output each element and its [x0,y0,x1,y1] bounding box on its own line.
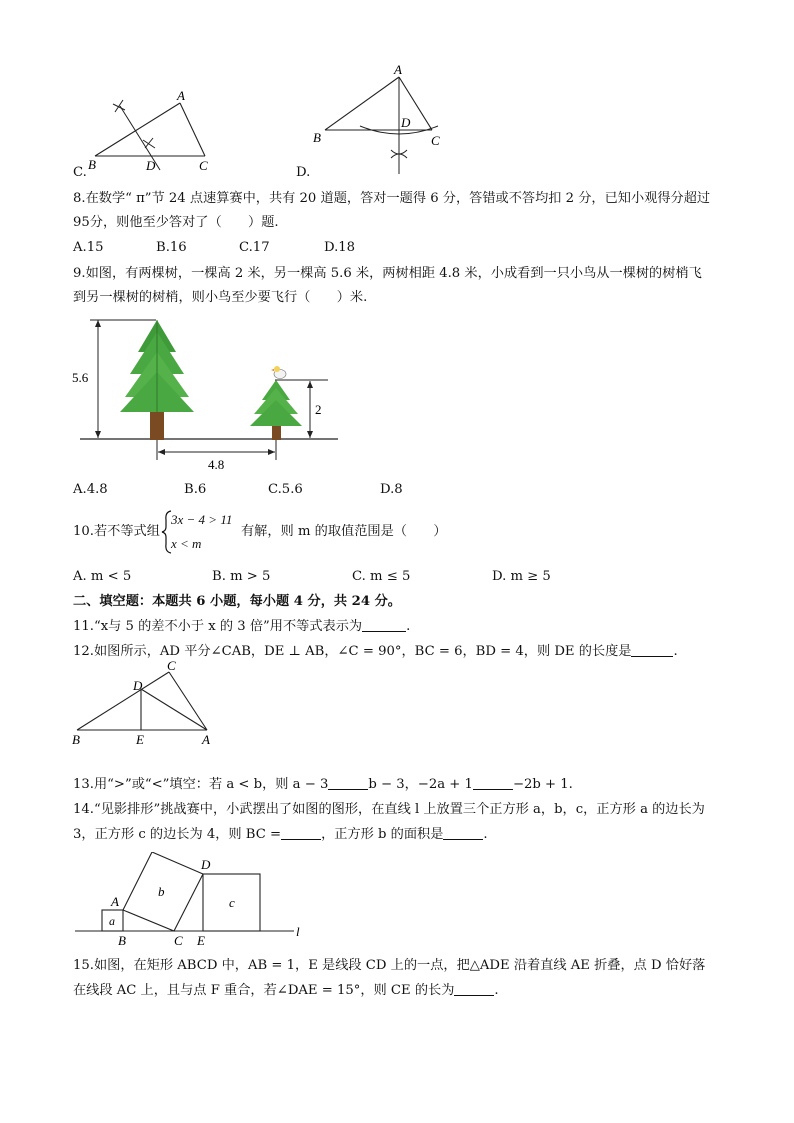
q13-part2: b − 3，−2a + 1 [368,777,473,792]
q14-blank-area[interactable] [443,827,483,840]
q15-answer-blank[interactable] [454,983,494,996]
q10-option-a: A. m < 5 [73,569,132,584]
q10-inequality-2: x < m [171,536,202,551]
q13-blank-2[interactable] [473,777,513,790]
label-b: B [88,157,96,172]
label-c: C [174,933,183,948]
q8-line2: 95分，则他至少答对了（ ）题. [73,215,279,230]
q15-stem: 在线段 AC 上，且与点 F 重合，若∠DAE = 15°，则 CE 的长为 [73,983,455,998]
q10-inequality-1: 3x − 4 > 11 [171,512,233,527]
arrow-up-short [307,381,313,388]
label-b: B [72,732,80,747]
segment-ba [325,77,399,130]
q14-line2: 3，正方形 c 的边长为 4，则 BC = ，正方形 b 的面积是 . [73,827,488,842]
distance-label: 4.8 [208,457,225,472]
q13-part3: −2b + 1. [512,777,573,792]
label-d: D [146,158,156,173]
arrow-down-short [307,431,313,438]
q9-option-d: D.8 [380,482,403,497]
arrow-up [95,320,101,327]
q12-stem: 12.如图所示，AD 平分∠CAB，DE ⊥ AB，∠C = 90°，BC = 6，BD = 4，则 DE 的长度是 [73,644,632,659]
q14-line1: 14.“见影排形”挑战赛中，小武摆出了如图的图形，在直线 l 上放置三个正方形 a，b，c，正方形 a 的边长为 [73,802,705,817]
segment-ad [141,689,207,730]
label-a: A [177,88,185,103]
q10-prefix: 10.若不等式组 [73,524,160,539]
label-d: D [201,857,211,872]
figure-q7-d [305,62,450,177]
q10-option-d: D. m ≥ 5 [492,569,551,584]
label-l: l [296,924,300,939]
q13-text [73,776,573,794]
arrow-down [95,431,101,438]
figure-q12-triangle [70,660,220,750]
label-d: D [133,678,143,693]
tall-height-label: 5.6 [72,370,89,385]
arrow-right [268,449,275,455]
q12-text: 12.如图所示，AD 平分∠CAB，DE ⊥ AB，∠C = 90°，BC = 6，BD = 4，则 DE 的长度是 . [73,644,678,659]
q8-option-c: C.17 [239,240,270,255]
q11-stem: 11.“x与 5 的差不小于 x 的 3 倍”用不等式表示为 [73,619,363,634]
figure-q14-squares [72,852,307,952]
figure-q7-c [85,88,220,173]
short-height-label: 2 [315,402,322,417]
label-c: C [431,133,440,148]
q12-answer-blank[interactable] [631,644,673,657]
segment-ac [180,103,205,156]
arrow-left [158,449,165,455]
q8-line1: 8.在数学“ π”节 24 点速算赛中，共有 20 道题，答对一题得 6 分，答错或不答均扣 2 分，已知小观得分超过 [73,191,711,206]
section-heading: 二、填空题：本题共 6 小题，每小题 4 分，共 24 分。 [73,594,401,609]
short-tree [250,380,302,440]
bird-icon [271,366,286,379]
q10-option-b: B. m > 5 [212,569,271,584]
q9-option-b: B.6 [184,482,207,497]
q13-part1: 13.用“>”或“<”填空：若 a < b，则 a − 3 [73,777,329,792]
segment-ca [169,672,207,730]
q10-suffix: 有解，则 m 的取值范围是（ ） [241,524,447,539]
label-d: D [401,115,411,130]
label-a: A [111,894,119,909]
option-d-label: D. [296,165,311,180]
q15-line1: 15.如图，在矩形 ABCD 中，AB = 1，E 是线段 CD 上的一点，把△ADE 沿着直线 AE 折叠，点 D 恰好落 [73,958,706,973]
label-b: B [313,130,321,145]
label-e: E [197,933,205,948]
q9-option-c: C.5.6 [268,482,303,497]
q10-option-c: C. m ≤ 5 [352,569,411,584]
option-c-label: C. [73,165,87,180]
label-a: A [394,62,402,77]
q8-option-a: A.15 [73,240,104,255]
label-b: B [118,933,126,948]
q9-line2: 到另一棵树的树梢，则小鸟至少要飞行（ ）米. [73,290,368,305]
label-square-c: c [229,895,235,910]
q13-blank-1[interactable] [328,777,368,790]
q14-blank-bc[interactable] [281,827,321,840]
segment-ba [95,103,180,156]
q8-option-b: B.16 [156,240,187,255]
label-c: C [199,158,208,173]
label-e: E [136,732,144,747]
q8-option-d: D.18 [324,240,356,255]
label-c: C [167,660,176,673]
q9-line1: 9.如图，有两棵树，一棵高 2 米，另一棵高 5.6 米，两树相距 4.8 米，小成看到一只小鸟从一棵树的树梢飞 [73,266,702,281]
q15-line2: 在线段 AC 上，且与点 F 重合，若∠DAE = 15°，则 CE 的长为 . [73,983,499,998]
segment-bc [77,672,169,730]
figure-q9-trees [70,312,345,472]
q14-line2a: 3，正方形 c 的边长为 4，则 BC = [73,827,282,842]
q11-answer-blank[interactable] [362,619,406,632]
q14-line2b: ，正方形 b 的面积是 [321,827,444,842]
q11-text: 11.“x与 5 的差不小于 x 的 3 倍”用不等式表示为 . [73,619,411,634]
q9-option-a: A.4.8 [73,482,108,497]
tall-tree [120,320,194,440]
label-square-b: b [158,884,165,899]
label-square-a: a [109,914,115,928]
label-a: A [202,732,210,747]
